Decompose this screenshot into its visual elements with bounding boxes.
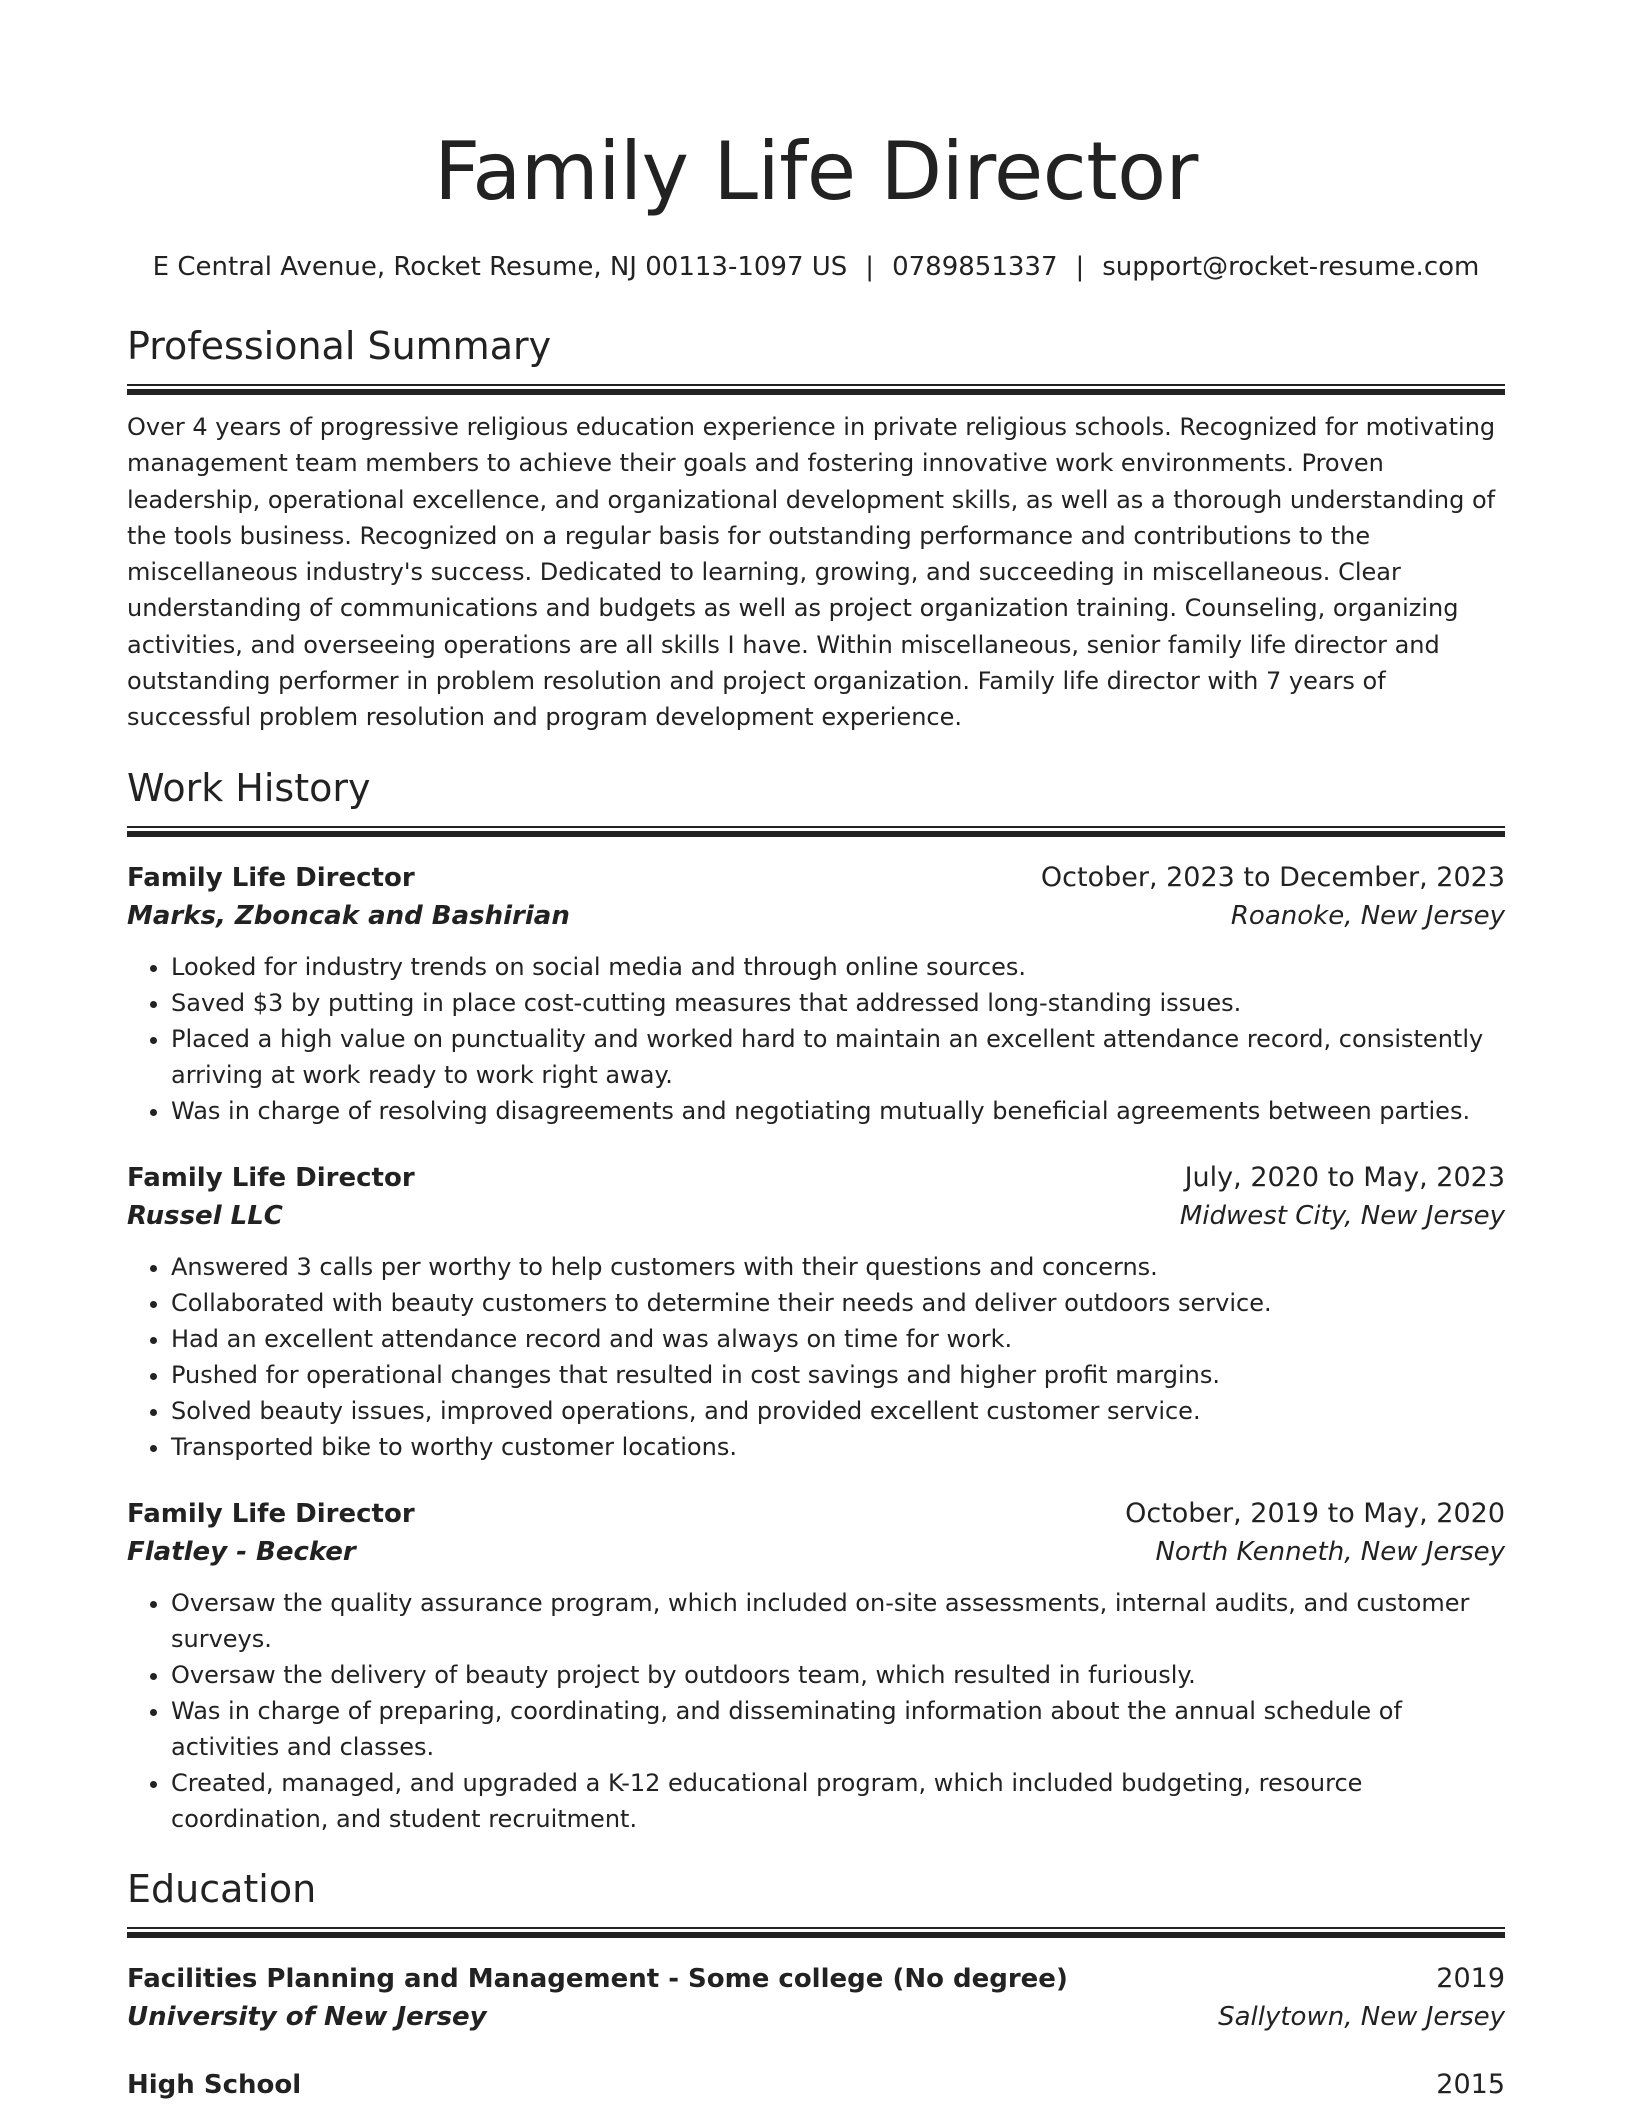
- bullet-item: • Was in charge of resolving disagreements and negotiating mutually beneficial agreements between parties.: [171, 1093, 1505, 1129]
- bullet-item: • Saved $3 by putting in place cost-cutting measures that addressed long-standing issues.: [171, 985, 1505, 1021]
- section-divider: [127, 1927, 1505, 1938]
- graduation-year: 2019: [1436, 1962, 1505, 1994]
- school-location: Sallytown, New Jersey: [1218, 2001, 1505, 2032]
- job-location: Midwest City, New Jersey: [1179, 1200, 1505, 1231]
- address: E Central Avenue, Rocket Resume, NJ 00113-1097 US: [152, 252, 848, 282]
- email: support@rocket-resume.com: [1102, 252, 1480, 282]
- job-title: Family Life Director: [127, 1162, 415, 1193]
- degree: High School: [127, 2069, 302, 2100]
- bullet-item: • Looked for industry trends on social media and through online sources.: [171, 949, 1505, 985]
- job-title: Family Life Director: [127, 862, 415, 893]
- summary-text: Over 4 years of progressive religious education experience in private religious schools. Recognized for motivating management team members to achieve their goals and fostering innovative work environments. Proven leadership, operational excellence, and organizational development skills, as well as a thorough understanding of the tools business. Recognized on a regular basis for outstanding performance and contributions to the miscellaneous industry's success. Dedicated to learning, growing, and succeeding in miscellaneous. Clear understanding of communications and budgets as well as project organization training. Counseling, organizing activities, and overseeing operations are all skills I have. Within miscellaneous, senior family life director and outstanding performer in problem resolution and project organization. Family life director with 7 years of successful problem resolution and program development experience.: [127, 413, 1496, 732]
- job-entry: [127, 1159, 1505, 1465]
- candidate-name: Family Life Director: [434, 125, 1198, 218]
- job-entry: [127, 859, 1505, 1129]
- bullet-item: • Placed a high value on punctuality and worked hard to maintain an excellent attendance record, consistently arriving at work ready to work right away.: [171, 1021, 1505, 1093]
- bullet-item: • Transported bike to worthy customer locations.: [171, 1429, 1505, 1465]
- contact-line: [127, 250, 1505, 284]
- degree: Facilities Planning and Management - Some college (No degree): [127, 1963, 1068, 1994]
- bullet-item: • Solved beauty issues, improved operations, and provided excellent customer service.: [171, 1393, 1505, 1429]
- education-section: [127, 1865, 1505, 2104]
- section-title: Education: [127, 1866, 317, 1911]
- job-bullets: [127, 1585, 1505, 1837]
- graduation-year: 2015: [1436, 2068, 1505, 2100]
- job-bullets: [127, 949, 1505, 1129]
- bullet-item: • Had an excellent attendance record and was always on time for work.: [171, 1321, 1505, 1357]
- education-entry: [127, 1960, 1505, 2036]
- section-divider: [127, 826, 1505, 837]
- bullet-item: • Collaborated with beauty customers to determine their needs and deliver outdoors service.: [171, 1285, 1505, 1321]
- phone: 0789851337: [892, 252, 1058, 282]
- summary-section: [127, 322, 1505, 736]
- bullet-item: • Pushed for operational changes that resulted in cost savings and higher profit margins.: [171, 1357, 1505, 1393]
- section-title: Work History: [127, 765, 371, 810]
- school-name: University of New Jersey: [127, 2001, 487, 2032]
- job-entry: [127, 1495, 1505, 1837]
- job-location: North Kenneth, New Jersey: [1155, 1536, 1505, 1567]
- bullet-item: • Oversaw the delivery of beauty project by outdoors team, which resulted in furiously.: [171, 1657, 1505, 1693]
- section-divider: [127, 384, 1505, 395]
- education-entry: [127, 2066, 1505, 2104]
- company-name: Flatley - Becker: [127, 1536, 356, 1567]
- bullet-item: • Was in charge of preparing, coordinating, and disseminating information about the annual schedule of activities and classes.: [171, 1693, 1505, 1765]
- company-name: Marks, Zboncak and Bashirian: [127, 900, 570, 931]
- company-name: Russel LLC: [127, 1200, 283, 1231]
- contact-separator: |: [865, 252, 875, 282]
- job-bullets: [127, 1249, 1505, 1465]
- bullet-item: • Oversaw the quality assurance program, which included on-site assessments, internal audits, and customer surveys.: [171, 1585, 1505, 1657]
- contact-separator: |: [1075, 252, 1085, 282]
- bullet-item: • Answered 3 calls per worthy to help customers with their questions and concerns.: [171, 1249, 1505, 1285]
- bullet-item: • Created, managed, and upgraded a K-12 educational program, which included budgeting, resource coordination, and student recruitment.: [171, 1765, 1505, 1837]
- job-title: Family Life Director: [127, 1498, 415, 1529]
- work-history-section: [127, 764, 1505, 1837]
- job-dates: October, 2019 to May, 2020: [1125, 1497, 1505, 1529]
- section-title: Professional Summary: [127, 324, 552, 368]
- job-location: Roanoke, New Jersey: [1230, 900, 1505, 931]
- job-dates: October, 2023 to December, 2023: [1040, 861, 1505, 893]
- job-dates: July, 2020 to May, 2023: [1184, 1161, 1505, 1193]
